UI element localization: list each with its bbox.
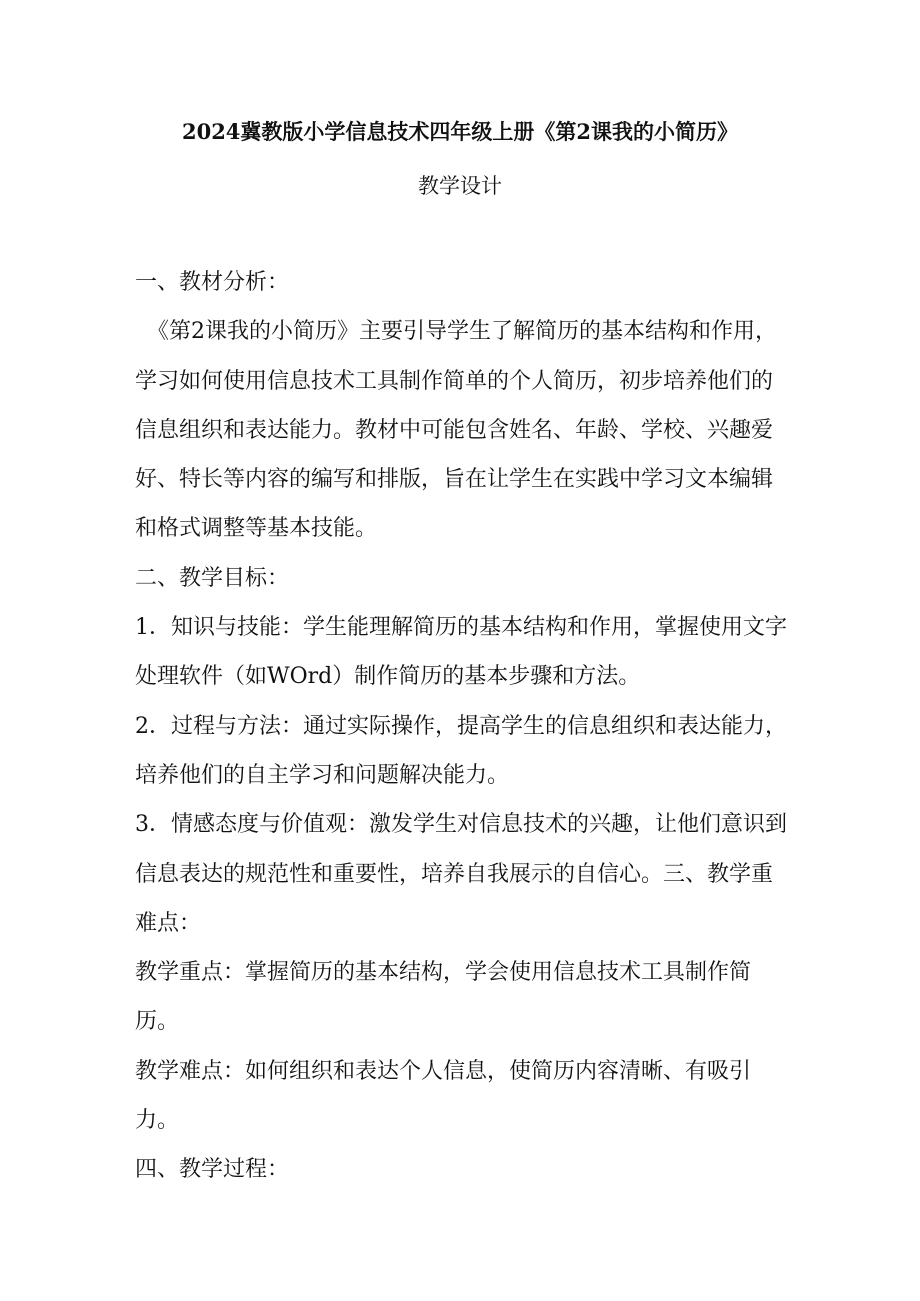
document-title: 2024冀教版小学信息技术四年级上册《第2课我的小简历》 [181, 119, 739, 144]
document-subtitle: 教学设计 [418, 174, 502, 198]
paragraph-key-point: 教学重点：掌握简历的基本结构，学会使用信息技术工具制作简历。 [135, 960, 752, 1035]
section-heading-teaching-process: 四、教学过程： [135, 1157, 290, 1183]
section-heading-textbook-analysis: 一、教材分析： [135, 270, 290, 295]
paragraph-difficult-point: 教学难点：如何组织和表达个人信息，使简历内容清晰、有吸引力。 [135, 1058, 752, 1134]
paragraph-textbook-analysis: 《第2课我的小简历》主要引导学生了解简历的基本结构和作用，学习如何使用信息技术工具制作简单的个人简历，初步培养他们的信息组织和表达能力。教材中可能包含姓名、年龄、学校、兴趣爱好、特长等内容的编写和排版，旨在让学生在实践中学习文本编辑和格式调整等基本技能。 [135, 319, 777, 542]
section-heading-teaching-goals: 二、教学目标： [135, 565, 290, 591]
goal-item-emotion-values: 3．情感态度与价值观：激发学生对信息技术的兴趣，让他们意识到信息表达的规范性和重要性，培养自我展示的自信心。三、教学重难点： [135, 812, 787, 936]
goal-item-knowledge-skills: 1．知识与技能：学生能理解简历的基本结构和作用，掌握使用文字处理软件（如WOrd）制作简历的基本步骤和方法。 [135, 615, 787, 690]
goal-item-process-method: 2．过程与方法：通过实际操作，提高学生的信息组织和表达能力，培养他们的自主学习和问题解决能力。 [135, 713, 787, 788]
document-body [135, 258, 790, 1195]
